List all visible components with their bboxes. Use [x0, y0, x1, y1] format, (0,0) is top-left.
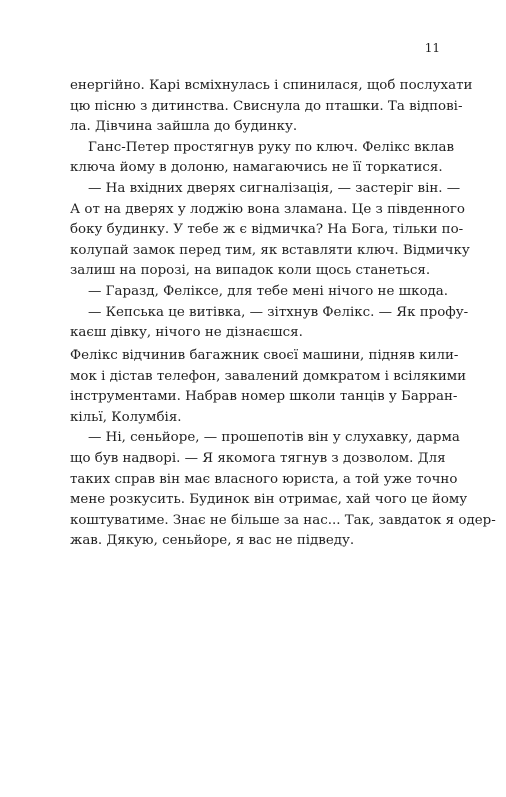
text-line: — Ні, сеньйоре, — прошепотів він у слухавку, дарма [88, 430, 460, 446]
text-line: залиш на порозі, на випадок коли щось станеться. [70, 263, 431, 279]
text-line: інструментами. Набрав номер школи танців у Барран- [70, 389, 458, 405]
text-line: таких справ він має власного юриста, а той уже точно [70, 471, 458, 487]
text-line: мок і дістав телефон, завалений домкратом і всілякими [70, 368, 467, 384]
text-line: жав. Дякую, сеньйоре, я вас не підведу. [70, 533, 355, 549]
text-line: ла. Дівчина зайшла до будинку. [70, 119, 298, 135]
text-line: кільї, Колумбія. [70, 409, 182, 425]
text-section-1 [70, 76, 473, 344]
text-line: коштуватиме. Знає не більше за нас... Так, завдаток я одер- [70, 512, 496, 528]
text-line: що був надворі. — Я якомога тягнув з дозволом. Для [70, 450, 446, 466]
text-line: — Гаразд, Феліксе, для тебе мені нічого не шкода. [88, 283, 449, 299]
text-line: ключа йому в долоню, намагаючись не її торкатися. [70, 160, 443, 176]
text-line: енергійно. Карі всміхнулась і спинилася, щоб послухати [70, 78, 473, 93]
text-line: каєш дівку, нічого не дізнаєшся. [70, 325, 303, 341]
text-line: Фелікс відчинив багажник своєї машини, підняв кили- [70, 348, 459, 363]
text-line: боку будинку. У тебе ж є відмичка? На Бога, тільки по- [70, 222, 464, 238]
page-number: 11 [424, 41, 440, 55]
text-line: — На вхідних дверях сигналізація, — застеріг він. — [88, 180, 461, 196]
text-line: мене розкусить. Будинок він отримає, хай чого це йому [70, 492, 468, 508]
text-line: колупай замок перед тим, як вставляти ключ. Відмичку [70, 242, 470, 258]
text-line: А от на дверях у лоджію вона зламана. Це з південного [70, 201, 465, 217]
text-line: цю пісню з дитинства. Свиснула до пташки. Та відпові- [70, 98, 463, 114]
text-section-2 [70, 346, 496, 552]
text-line: Ганс-Петер простягнув руку по ключ. Фелікс вклав [88, 139, 455, 155]
text-line: — Кепська це витівка, — зітхнув Фелікс. — Як профу- [88, 304, 469, 320]
